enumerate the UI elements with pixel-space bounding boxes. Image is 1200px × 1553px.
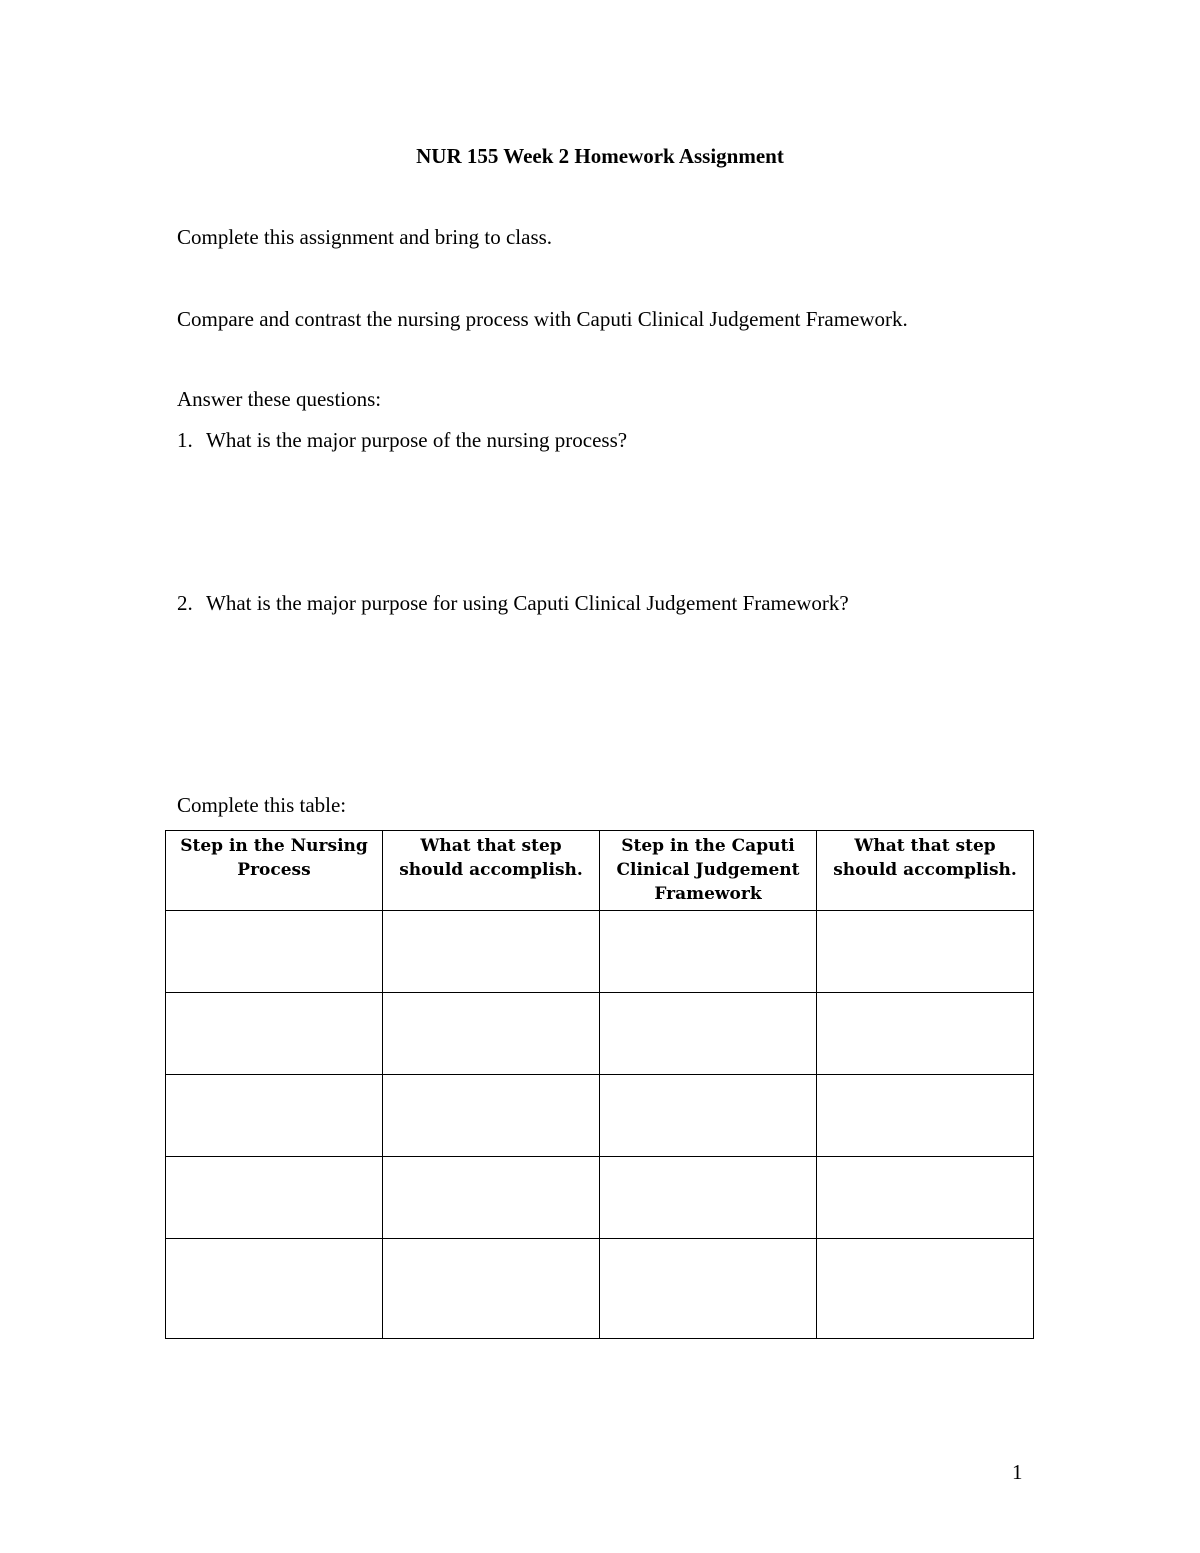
table-cell[interactable]: [600, 911, 817, 993]
table-cell[interactable]: [166, 1157, 383, 1239]
table-cell[interactable]: [383, 1239, 600, 1339]
header-nursing-step: Step in the Nursing Process: [166, 831, 383, 911]
table-cell[interactable]: [383, 1157, 600, 1239]
header-nursing-accomplish: What that step should accomplish.: [383, 831, 600, 911]
table-row: [166, 1075, 1034, 1157]
table-cell[interactable]: [600, 1075, 817, 1157]
table-cell[interactable]: [383, 911, 600, 993]
table-cell[interactable]: [383, 993, 600, 1075]
table-intro: Complete this table:: [177, 793, 347, 817]
table-row: [166, 1157, 1034, 1239]
header-caputi-step: Step in the Caputi Clinical Judgement Framework: [600, 831, 817, 911]
table-cell[interactable]: [817, 1239, 1034, 1339]
table-cell[interactable]: [600, 1239, 817, 1339]
questions-intro: Answer these questions:: [177, 387, 382, 411]
page-title: NUR 155 Week 2 Homework Assignment: [416, 144, 784, 168]
table-cell[interactable]: [600, 1157, 817, 1239]
table-cell[interactable]: [383, 1075, 600, 1157]
table-row: [166, 911, 1034, 993]
table-cell[interactable]: [166, 911, 383, 993]
table-cell[interactable]: [817, 993, 1034, 1075]
table-cell[interactable]: [166, 993, 383, 1075]
header-caputi-accomplish: What that step should accomplish.: [817, 831, 1034, 911]
table-cell[interactable]: [817, 911, 1034, 993]
instruction-text: Complete this assignment and bring to class.: [177, 225, 553, 249]
question-1-number: 1.: [177, 428, 193, 452]
question-1-text: What is the major purpose of the nursing process?: [206, 428, 628, 452]
table-cell[interactable]: [166, 1239, 383, 1339]
task-text: Compare and contrast the nursing process with Caputi Clinical Judgement Framework.: [177, 307, 908, 331]
question-2: [177, 589, 849, 617]
page-number: 1: [1012, 1460, 1023, 1484]
table-cell[interactable]: [817, 1157, 1034, 1239]
question-2-text: What is the major purpose for using Caputi Clinical Judgement Framework?: [206, 591, 849, 615]
table-cell[interactable]: [600, 993, 817, 1075]
table-row: [166, 1239, 1034, 1339]
table-row: [166, 993, 1034, 1075]
question-2-number: 2.: [177, 591, 193, 615]
table-cell[interactable]: [817, 1075, 1034, 1157]
table-header-row: [166, 831, 1034, 911]
comparison-table: [165, 830, 1034, 1339]
table-cell[interactable]: [166, 1075, 383, 1157]
question-1: [177, 426, 627, 454]
